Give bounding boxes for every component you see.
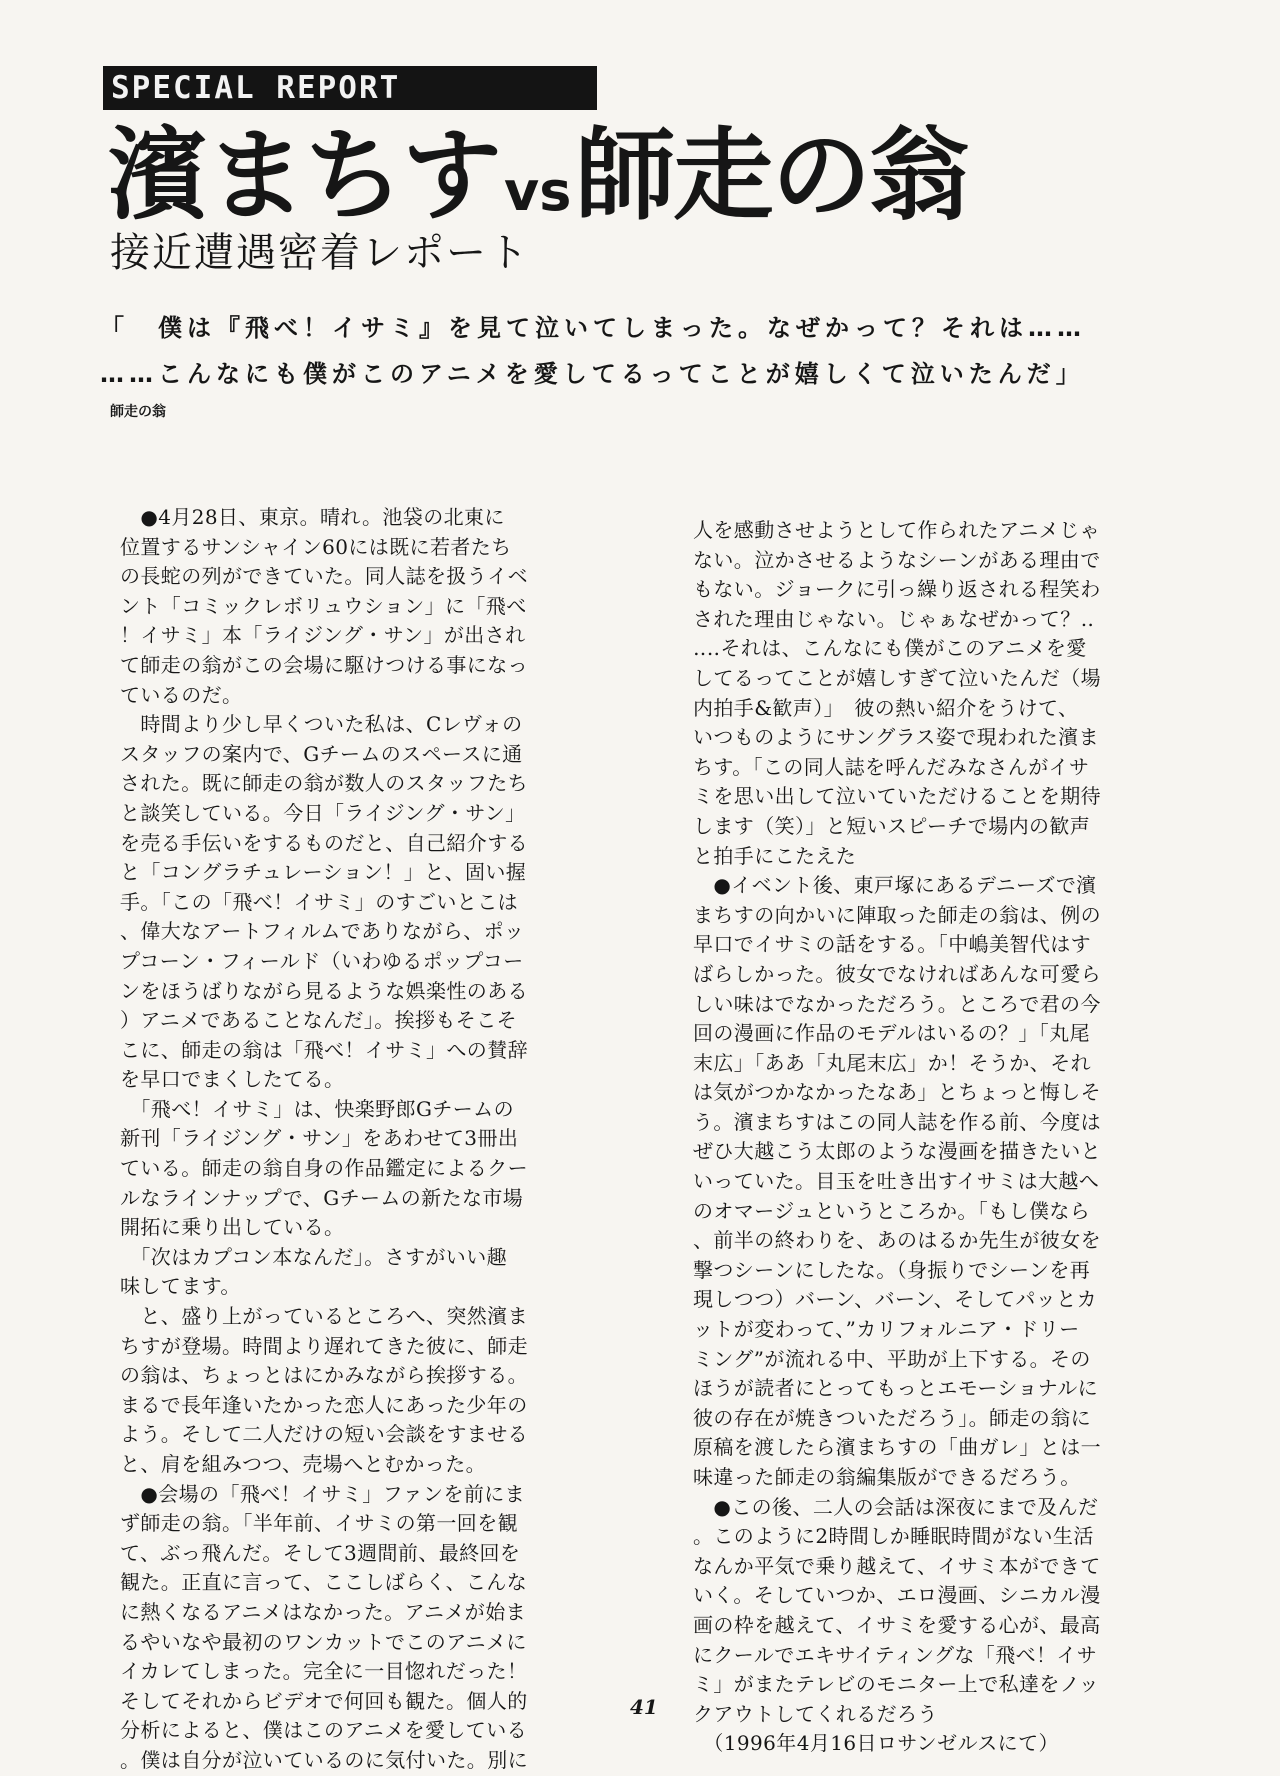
- text-line: イカレてしまった。完全に一目惚れだった！: [120, 1659, 528, 1684]
- text-line: 人を感動させようとして作られたアニメじゃ: [693, 518, 1100, 542]
- text-line: しい味はでなかっただろう。ところで君の今: [693, 991, 1101, 1016]
- text-line: 味してます。: [120, 1274, 241, 1299]
- text-line: いっていた。目玉を吐き出すイサミは大越へ: [693, 1169, 1100, 1194]
- text-line: スタッフの案内で、Gチームのスペースに通: [120, 741, 523, 766]
- text-line: こに、師走の翁は「飛べ！イサミ」への賛辞: [120, 1037, 528, 1062]
- text-line: 内拍手&歓声）」 彼の熱い紹介をうけて、: [693, 695, 1079, 720]
- text-line: ンをほうばりながら見るような娯楽性のある: [120, 978, 528, 1003]
- text-line: ている。師走の翁自身の作品鑑定によるクー: [120, 1156, 528, 1181]
- text-line: ちすが登場。時間より遅れてきた彼に、師走: [120, 1333, 528, 1358]
- text-line: にクールでエキサイティングな「飛べ！イサ: [693, 1642, 1098, 1667]
- text-line: そしてそれからビデオで何回も観た。個人的: [120, 1688, 528, 1713]
- text-line: ●4月28日、東京。晴れ。池袋の北東に: [120, 505, 505, 529]
- article-column-left: [120, 503, 582, 1776]
- headline-right: 師走の翁: [575, 117, 968, 234]
- text-line: 早口でイサミの話をする。「中嶋美智代はす: [693, 932, 1091, 957]
- text-line: ない。泣かさせるようなシーンがある理由で: [693, 547, 1101, 572]
- text-line: ぜひ大越こう太郎のような漫画を描きたいと: [693, 1139, 1101, 1164]
- text-line: ！イサミ」本「ライジング・サン」が出され: [120, 623, 526, 648]
- text-line: 時間より少し早くついた私は、Cレヴォの: [120, 712, 523, 737]
- text-line: 。僕は自分が泣いているのに気付いた。別に: [120, 1747, 528, 1772]
- text-line: ント「コミックレボリュウション」に「飛べ: [120, 593, 527, 618]
- article-column-right: [693, 516, 1155, 1759]
- text-line: ミ」がまたテレビのモニター上で私達をノッ: [693, 1672, 1100, 1697]
- text-line: は気がつかなかったなあ」とちょっと悔しそ: [693, 1080, 1101, 1105]
- text-line: ‥‥それは、こんなにも僕がこのアニメを愛: [693, 636, 1087, 661]
- text-line: と、肩を組みつつ、売場へとむかった。: [120, 1452, 486, 1476]
- text-line: もない。ジョークに引っ繰り返される程笑わ: [693, 577, 1101, 602]
- text-line: と拍手にこたえた: [693, 843, 857, 868]
- text-line: ットが変わって、”カリフォルニア・ドリー: [693, 1317, 1080, 1342]
- text-line: いつものようにサングラス姿で現われた濱ま: [693, 725, 1099, 750]
- text-line: ちす。「この同人誌を呼んだみなさんがイサ: [693, 754, 1090, 779]
- headline-vs: vs: [504, 160, 572, 223]
- text-line: 味違った師走の翁編集版ができるだろう。: [693, 1465, 1081, 1489]
- text-line: ●イベント後、東戸塚にあるデニーズで濱: [693, 873, 1097, 898]
- text-line: の長蛇の列ができていた。同人誌を扱うイベ: [120, 564, 528, 589]
- text-line: された理由じゃない。じゃぁなぜかって？‥: [693, 606, 1095, 631]
- text-line: 、偉大なアートフィルムでありながら、ポッ: [120, 919, 525, 944]
- text-line: してるってことが嬉しすぎて泣いたんだ（場: [693, 665, 1101, 690]
- text-line: まるで長年逢いたかった恋人にあった少年の: [120, 1392, 528, 1417]
- text-line: を早口でまくしたてる。: [120, 1067, 345, 1092]
- text-line: ルなラインナップで、Gチームの新たな市場: [120, 1185, 524, 1210]
- text-line: と「コングラチュレーション！」と、固い握: [120, 860, 527, 885]
- text-line: 、前半の終わりを、あのはるか先生が彼女を: [693, 1228, 1101, 1253]
- headline-left: 濱まちす: [108, 117, 500, 234]
- text-line: ●この後、二人の会話は深夜にまで及んだ: [693, 1494, 1099, 1519]
- text-line: 新刊「ライジング・サン」をあわせて3冊出: [120, 1126, 519, 1151]
- text-line: プコーン・フィールド（いわゆるポップコー: [120, 948, 524, 973]
- text-line: ず師走の翁。「半年前、イサミの第一回を観: [120, 1511, 518, 1536]
- text-line: ばらしかった。彼女でなければあんな可愛ら: [693, 961, 1101, 986]
- text-line: クアウトしてくれるだろう: [693, 1701, 938, 1726]
- text-line: に熱くなるアニメはなかった。アニメが始ま: [120, 1599, 526, 1624]
- text-line: の翁は、ちょっとはにかみながら挨拶する。: [120, 1363, 528, 1388]
- text-line: 。このように2時間しか睡眠時間がない生活: [693, 1524, 1094, 1549]
- text-line: 開拓に乗り出している。: [120, 1215, 345, 1240]
- text-line: ）アニメであることなんだ」。挨拶もそこそ: [120, 1008, 517, 1033]
- text-line: 分析によると、僕はこのアニメを愛している: [120, 1718, 527, 1743]
- text-line: ミを思い出して泣いていただけることを期待: [693, 784, 1101, 809]
- text-line: します（笑）」と短いスピーチで場内の歓声: [693, 813, 1091, 838]
- text-line: 彼の存在が焼きついただろう」。師走の翁に: [693, 1405, 1091, 1430]
- text-line: まちすの向かいに陣取った師走の翁は、例の: [693, 902, 1101, 927]
- text-line: 「次はカプコン本なんだ」。さすがいい趣: [120, 1244, 507, 1269]
- text-line: と談笑している。今日「ライジング・サン」: [120, 800, 526, 825]
- text-line: ているのだ。: [120, 682, 243, 707]
- special-report-banner: SPECIAL REPORT: [103, 66, 597, 110]
- text-line: う。濱まちすはこの同人誌を作る前、今度は: [693, 1109, 1101, 1134]
- text-line: 手。「この「飛べ！イサミ」のすごいとこは: [120, 889, 518, 914]
- text-line: 末広」「ああ「丸尾末広」か！そうか、それ: [693, 1050, 1091, 1075]
- text-line: よう。そして二人だけの短い会談をすませる: [120, 1422, 528, 1447]
- text-line: 「飛べ！イサミ」は、快楽野郎Gチームの: [120, 1096, 514, 1121]
- text-line: 撃つシーンにしたな。（身振りでシーンを再: [693, 1257, 1091, 1282]
- text-line: 現しつつ）バーン、バーン、そしてパッとカ: [693, 1287, 1097, 1312]
- text-line: のオマージュというところか。「もし僕なら: [693, 1198, 1091, 1223]
- headline: [108, 118, 1108, 234]
- text-line: ミング”が流れる中、平助が上下する。その: [693, 1346, 1091, 1371]
- text-line: いく。そしていつか、エロ漫画、シニカル漫: [693, 1583, 1101, 1608]
- page-number: 41: [630, 1695, 658, 1719]
- text-line: （1996年4月16日ロサンゼルスにて）: [693, 1731, 1059, 1756]
- subheadline: 接近遭遇密着レポート: [110, 230, 530, 276]
- text-line: された。既に師走の翁が数人のスタッフたち: [120, 771, 528, 796]
- text-line: て、ぶっ飛んだ。そして3週間前、最終回を: [120, 1540, 521, 1565]
- text-line: 位置するサンシャイン60には既に若者たち: [120, 534, 512, 559]
- text-line: て師走の翁がこの会場に駆けつける事になっ: [120, 652, 528, 677]
- text-line: なんか平気で乗り越えて、イサミ本ができて: [693, 1553, 1101, 1578]
- text-line: 原稿を渡したら濱まちすの「曲ガレ」とは一: [693, 1435, 1101, 1460]
- quote-attribution: 師走の翁: [110, 404, 166, 420]
- text-line: ●会場の「飛べ！イサミ」ファンを前にま: [120, 1481, 526, 1506]
- text-line: ほうが読者にとってもっとエモーショナルに: [693, 1376, 1098, 1401]
- text-line: るやいなや最初のワンカットでこのアニメに: [120, 1629, 527, 1654]
- text-line: 画の枠を越えて、イサミを愛する心が、最高: [693, 1612, 1101, 1637]
- text-line: 回の漫画に作品のモデルはいるの？」「丸尾: [693, 1021, 1090, 1046]
- text-line: を売る手伝いをするものだと、自己紹介する: [120, 830, 528, 855]
- text-line: と、盛り上がっているところへ、突然濱ま: [120, 1304, 528, 1329]
- pull-quote-line-1: 「 僕は『飛べ！イサミ』を見て泣いてしまった。なぜかって？それは……: [100, 314, 1086, 342]
- text-line: 観た。正直に言って、ここしばらく、こんな: [120, 1570, 528, 1595]
- pull-quote-line-2: ……こんなにも僕がこのアニメを愛してるってことが嬉しくて泣いたんだ」: [100, 360, 1085, 388]
